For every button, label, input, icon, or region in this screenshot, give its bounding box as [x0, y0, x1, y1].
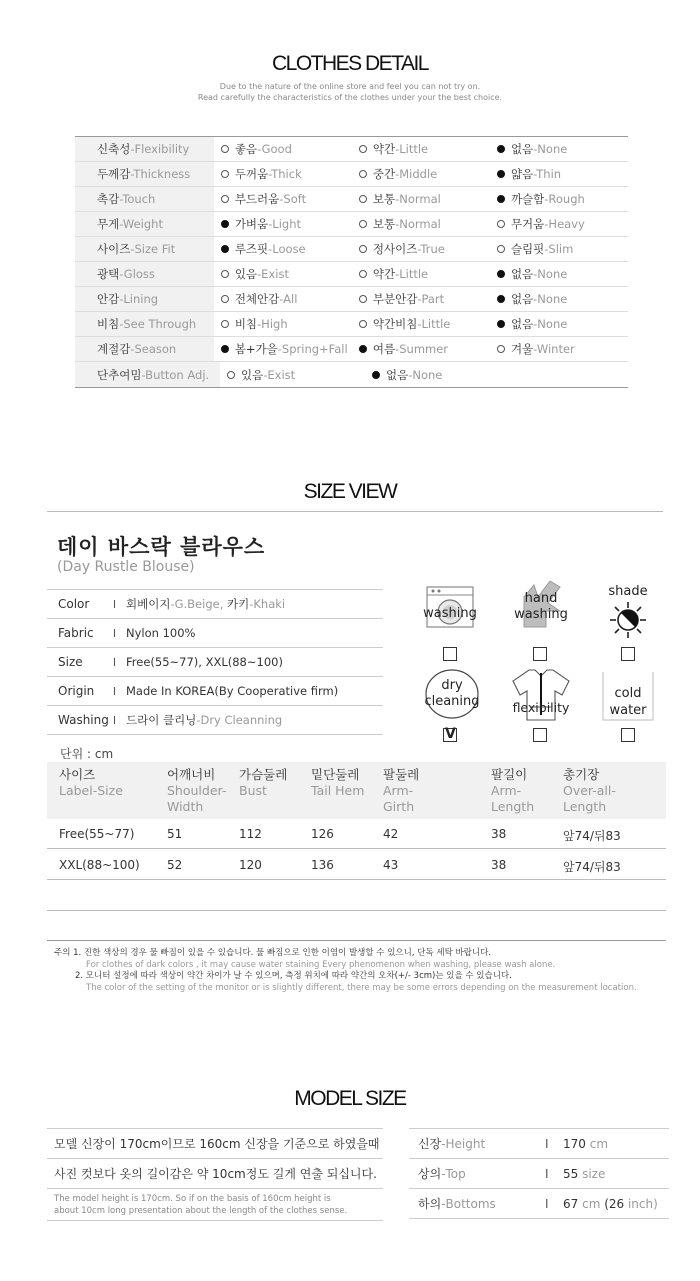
detail-option-en: -Little — [395, 142, 429, 156]
spec-row — [47, 706, 383, 735]
size-table-cell: 120 — [239, 858, 262, 872]
detail-option-ko: 비침 — [234, 317, 258, 331]
detail-label-en: -Button Adj. — [141, 367, 210, 382]
detail-label-ko: 안감 — [97, 292, 120, 306]
detail-option-en: -Good — [257, 142, 292, 156]
empty-circle-icon — [227, 371, 235, 379]
detail-row-label — [75, 162, 214, 186]
detail-option-en: -High — [257, 317, 288, 331]
filled-circle-icon — [497, 295, 505, 303]
spec-value-ko: 드라이 클리닝 — [126, 713, 197, 727]
hand-washing-checkbox[interactable] — [533, 647, 547, 661]
model-stat-key-ko: 신장 — [418, 1137, 442, 1151]
model-stat-unit: cm — [578, 1196, 605, 1211]
detail-option-en: -Soft — [279, 192, 307, 206]
model-stat-separator: I — [545, 1136, 549, 1151]
size-header-en: Arm- — [491, 783, 522, 798]
detail-label-en: -Flexibility — [130, 142, 190, 156]
detail-option — [214, 141, 352, 157]
size-header-cell — [383, 767, 419, 815]
model-line-2: 사진 컷보다 옷의 길이감은 약 10cm정도 길게 연출 되십니다. — [47, 1159, 383, 1189]
size-table-cell: 126 — [311, 827, 334, 841]
filled-circle-icon — [372, 371, 380, 379]
detail-option-en: -Spring+Fall — [277, 342, 348, 356]
detail-label-ko: 무게 — [97, 217, 120, 231]
detail-row — [75, 287, 628, 312]
detail-option — [352, 166, 490, 182]
detail-option — [214, 266, 352, 282]
detail-row — [75, 262, 628, 287]
size-header-en: Label-Size — [59, 783, 123, 798]
note-2-english: The color of the setting of the monitor or is slightly different, there may be some errors depending on the measurement location. — [86, 983, 637, 993]
detail-option — [490, 241, 628, 257]
empty-circle-icon — [497, 220, 505, 228]
detail-option-en: -Little — [395, 267, 429, 281]
spec-row — [47, 619, 383, 648]
size-table-cell: XXL(88~100) — [59, 858, 140, 872]
detail-label-ko: 광택 — [97, 267, 120, 281]
detail-row — [75, 187, 628, 212]
detail-option — [490, 266, 628, 282]
filled-circle-icon — [221, 245, 229, 253]
detail-row-label — [75, 337, 214, 361]
model-stat-separator: I — [545, 1196, 549, 1211]
detail-option-en: -None — [408, 367, 443, 382]
spec-key: Origin — [58, 684, 95, 698]
detail-option-en: -Part — [417, 292, 445, 306]
size-header-ko: 팔둘레 — [383, 767, 420, 782]
detail-option-ko: 부분안감 — [372, 292, 418, 306]
notes-divider — [47, 940, 666, 941]
hand-washing-label-1: hand — [524, 591, 558, 606]
size-header-cell — [311, 767, 364, 799]
spec-value-ko: Nylon 100% — [126, 626, 196, 640]
size-table-cell: 136 — [311, 858, 334, 872]
model-stat-row — [409, 1189, 669, 1219]
detail-option — [490, 341, 628, 357]
detail-option — [214, 341, 352, 357]
detail-row-label — [75, 262, 214, 286]
size-header-en-2: Length — [563, 799, 607, 814]
detail-option — [352, 241, 490, 257]
detail-option-ko: 부드러움 — [234, 192, 280, 206]
detail-option-ko: 정사이즈 — [372, 242, 418, 256]
detail-option — [352, 141, 490, 157]
detail-option-en: -Slim — [544, 242, 574, 256]
size-table-cell: 51 — [167, 827, 183, 841]
detail-option-ko: 좋음 — [234, 142, 258, 156]
detail-option-ko: 두꺼움 — [234, 167, 269, 181]
spec-value-en-2: -Khaki — [249, 597, 286, 611]
detail-option-ko: 루즈핏 — [234, 242, 269, 256]
size-header-en: Shoulder- — [167, 783, 227, 798]
detail-row-label — [75, 187, 214, 211]
shade-sun-icon — [608, 600, 648, 640]
spec-key: Washing — [58, 713, 109, 727]
detail-option — [490, 141, 628, 157]
model-line-1: 모델 신장이 170cm이므로 160cm 신장을 기준으로 하였을때 — [47, 1129, 383, 1159]
washing-label: washing — [423, 606, 477, 621]
filled-circle-icon — [497, 145, 505, 153]
model-stat-unit: cm — [585, 1136, 609, 1151]
detail-option-ko: 있음 — [234, 267, 258, 281]
detail-option — [214, 291, 352, 307]
size-header-ko: 어깨너비 — [167, 767, 216, 782]
detail-option-en: -None — [533, 142, 568, 156]
size-header-en-2: Length — [491, 799, 535, 814]
detail-option-en: -None — [533, 267, 568, 281]
shade-checkbox[interactable] — [621, 647, 635, 661]
detail-label-en: -Touch — [119, 192, 156, 206]
detail-option-ko: 슬림핏 — [510, 242, 545, 256]
detail-label-ko: 계절감 — [97, 342, 131, 356]
spec-row — [47, 677, 383, 706]
model-stats-table — [409, 1128, 669, 1219]
model-english-line-2: about 10cm long presentation about the length of the clothes sense. — [54, 1206, 348, 1216]
size-header-en: Arm- — [383, 783, 414, 798]
size-header-cell — [167, 767, 226, 815]
spec-separator: I — [112, 597, 117, 611]
detail-label-ko: 비침 — [97, 317, 120, 331]
detail-option-ko: 가벼움 — [234, 217, 269, 231]
detail-option-ko: 없음 — [386, 367, 409, 382]
detail-option-en: -Loose — [268, 242, 306, 256]
detail-option-en: -True — [417, 242, 445, 256]
detail-option-ko: 겨울 — [510, 342, 534, 356]
detail-option-ko: 까슬함 — [510, 192, 545, 206]
detail-label-ko: 신축성 — [97, 142, 131, 156]
size-unit-label: 단위 : cm — [60, 747, 114, 761]
detail-option-ko: 봄+가을 — [234, 342, 278, 356]
detail-option — [352, 191, 490, 207]
detail-option — [490, 216, 628, 232]
detail-row-label — [75, 312, 214, 336]
empty-circle-icon — [497, 345, 505, 353]
filled-circle-icon — [359, 345, 367, 353]
detail-option — [490, 316, 628, 332]
empty-circle-icon — [359, 320, 367, 328]
detail-option-ko: 약간 — [372, 142, 396, 156]
detail-option-ko: 없음 — [510, 292, 534, 306]
model-stat-value — [563, 1137, 608, 1151]
detail-label-en: -Lining — [119, 292, 159, 306]
size-table-row — [47, 819, 666, 849]
empty-circle-icon — [221, 195, 229, 203]
size-table-cell: 38 — [491, 858, 507, 872]
cold-water-label-1: cold — [614, 686, 642, 701]
detail-option-en: -All — [279, 292, 298, 306]
detail-row-label — [75, 287, 214, 311]
detail-option — [352, 291, 490, 307]
detail-option-ko: 없음 — [510, 142, 534, 156]
model-stat-key-ko: 상의 — [418, 1167, 442, 1181]
dry-cleaning-label-2: cleaning — [424, 694, 480, 709]
detail-row-label — [75, 237, 214, 261]
spec-value — [126, 712, 282, 728]
size-header-ko: 사이즈 — [59, 767, 96, 782]
detail-option-ko: 전체안감 — [234, 292, 280, 306]
detail-option — [214, 216, 352, 232]
empty-circle-icon — [221, 170, 229, 178]
spec-key: Color — [58, 597, 90, 611]
filled-circle-icon — [497, 320, 505, 328]
size-header-en: Over-all- — [563, 783, 616, 798]
size-header-en: Bust — [239, 783, 267, 798]
detail-label-en: -See Through — [119, 317, 197, 331]
flexibility-label: flexibility — [512, 700, 570, 715]
detail-option — [352, 316, 490, 332]
size-table-cell: 앞74/뒤83 — [563, 829, 621, 843]
empty-circle-icon — [359, 195, 367, 203]
detail-option-en: -Light — [268, 217, 301, 231]
detail-option-ko: 얇음 — [510, 167, 534, 181]
detail-row — [75, 362, 628, 387]
detail-label-en: -Season — [130, 342, 177, 356]
spec-key: Size — [58, 655, 83, 669]
detail-option — [490, 166, 628, 182]
empty-circle-icon — [359, 270, 367, 278]
size-header-cell — [491, 767, 534, 815]
model-stat-number: 170 — [563, 1136, 586, 1151]
size-header-ko: 총기장 — [563, 767, 600, 782]
detail-option-en: -Summer — [395, 342, 449, 356]
size-header-en-2: Width — [167, 799, 204, 814]
detail-option — [365, 367, 510, 383]
detail-row-label — [75, 362, 220, 387]
detail-option-ko: 여름 — [372, 342, 396, 356]
clothes-detail-table — [75, 136, 628, 388]
detail-option-en: -Exist — [263, 367, 296, 382]
product-name: 데이 바스락 블라우스 — [57, 535, 266, 559]
spec-value — [126, 655, 283, 669]
spec-value — [126, 684, 338, 698]
empty-circle-icon — [359, 245, 367, 253]
note-2-korean: 2. 모니터 설정에 따라 색상이 약간 차이가 날 수 있으며, 측정 위치에 따라 약간의 오차(+/- 3cm)는 있을 수 있습니다. — [75, 971, 512, 981]
size-table-divider — [47, 910, 666, 911]
detail-option — [220, 367, 365, 383]
product-spec-table — [47, 589, 383, 735]
detail-option — [214, 316, 352, 332]
size-table-cell: 앞74/뒤83 — [563, 860, 621, 874]
cold-water-label-2: water — [609, 703, 647, 718]
filled-circle-icon — [497, 170, 505, 178]
detail-option — [352, 216, 490, 232]
spec-key: Fabric — [58, 626, 94, 640]
checkmark-icon: V — [445, 726, 456, 742]
detail-row — [75, 162, 628, 187]
detail-option-en: -Winter — [533, 342, 575, 356]
detail-option-en: -Normal — [395, 217, 441, 231]
empty-circle-icon — [221, 270, 229, 278]
detail-option — [490, 291, 628, 307]
detail-label-ko: 사이즈 — [97, 242, 131, 256]
hand-washing-label-2: washing — [514, 607, 568, 622]
model-stat-value — [563, 1197, 658, 1211]
empty-circle-icon — [221, 145, 229, 153]
spec-separator: I — [112, 713, 117, 727]
empty-circle-icon — [221, 320, 229, 328]
size-header-ko: 밑단둘레 — [311, 767, 360, 782]
detail-label-en: -Weight — [119, 217, 163, 231]
size-table-cell: Free(55~77) — [59, 827, 135, 841]
detail-row-label — [75, 137, 214, 161]
spec-value-en: -G.Beige, — [170, 597, 227, 611]
note-1-english: For clothes of dark colors , it may cause water staining Every phenomenon when washing, please wash alone. — [86, 960, 556, 970]
detail-option-ko: 없음 — [510, 267, 534, 281]
size-header-en-2: Girth — [383, 799, 415, 814]
shade-label: shade — [608, 584, 648, 599]
empty-circle-icon — [221, 295, 229, 303]
empty-circle-icon — [359, 170, 367, 178]
model-english-line-1: The model height is 170cm. So if on the basis of 160cm height is — [54, 1194, 331, 1204]
filled-circle-icon — [221, 345, 229, 353]
model-stat-key-en: -Top — [441, 1167, 466, 1181]
detail-label-ko: 두께감 — [97, 167, 131, 181]
detail-option-ko: 중간 — [372, 167, 396, 181]
detail-option-ko: 약간 — [372, 267, 396, 281]
spec-value-ko: Made In KOREA(By Cooperative firm) — [126, 684, 339, 698]
detail-option-en: -None — [533, 292, 568, 306]
detail-option — [214, 166, 352, 182]
detail-option — [214, 191, 352, 207]
detail-option-en: -Thin — [533, 167, 562, 181]
detail-option-en: -Rough — [544, 192, 585, 206]
model-stat-key — [409, 1195, 545, 1212]
detail-option-ko: 약간비침 — [372, 317, 418, 331]
model-size-title: MODEL SIZE — [294, 1087, 406, 1110]
spec-value-ko: Free(55~77), XXL(88~100) — [126, 655, 283, 669]
model-stat-key-en: -Bottoms — [441, 1197, 496, 1211]
size-table-cell: 38 — [491, 827, 507, 841]
flexibility-checkbox[interactable] — [533, 728, 547, 742]
detail-row — [75, 212, 628, 237]
size-table-cell: 42 — [383, 827, 399, 841]
size-table-cell: 43 — [383, 858, 399, 872]
detail-option-en: -Heavy — [544, 217, 585, 231]
detail-label-ko: 단추여밈 — [97, 367, 142, 382]
empty-circle-icon — [497, 245, 505, 253]
model-stat-key — [409, 1135, 545, 1152]
detail-option-en: -Thick — [268, 167, 302, 181]
note-1-korean: 주의 1. 진한 색상의 경우 물 빠짐이 있을 수 있습니다. 물 빠짐으로 인한 이염이 발생할 수 있으니, 단독 세탁 바랍니다. — [54, 948, 492, 958]
spec-row — [47, 648, 383, 677]
detail-option-en: -Normal — [395, 192, 441, 206]
clothes-detail-title: CLOTHES DETAIL — [272, 52, 428, 75]
model-stat-key — [409, 1165, 545, 1182]
filled-circle-icon — [497, 195, 505, 203]
size-header-cell — [239, 767, 287, 799]
cold-water-checkbox[interactable] — [621, 728, 635, 742]
size-table-cell: 112 — [239, 827, 262, 841]
spec-value-ko-2: 카키 — [227, 597, 250, 611]
detail-option — [490, 191, 628, 207]
model-stat-number: 67 — [563, 1196, 579, 1211]
model-description — [47, 1128, 383, 1221]
size-view-divider — [47, 511, 663, 512]
spec-value-ko: 회베이지 — [126, 597, 171, 611]
detail-row — [75, 137, 628, 162]
model-stat-unit: size — [578, 1166, 606, 1181]
detail-option — [352, 266, 490, 282]
size-table-cell: 52 — [167, 858, 183, 872]
filled-circle-icon — [221, 220, 229, 228]
model-stat-unit-2: inch) — [624, 1196, 658, 1211]
detail-row — [75, 337, 628, 362]
washing-checkbox[interactable] — [443, 647, 457, 661]
size-header-cell — [59, 767, 123, 799]
spec-separator: I — [112, 626, 117, 640]
model-stat-number-2: (26 — [604, 1196, 625, 1211]
size-table-row — [47, 850, 666, 880]
empty-circle-icon — [359, 295, 367, 303]
model-stat-value — [563, 1167, 605, 1181]
dry-cleaning-label-1: dry — [441, 678, 463, 693]
size-header-en: Tail Hem — [311, 783, 365, 798]
spec-value-en: -Dry Cleanning — [196, 713, 283, 727]
detail-option-en: -Middle — [395, 167, 438, 181]
size-header-cell — [563, 767, 616, 815]
detail-option — [352, 341, 490, 357]
spec-value — [126, 596, 285, 612]
empty-circle-icon — [359, 220, 367, 228]
dry-cleaning-checkbox[interactable] — [443, 728, 457, 742]
detail-option — [214, 241, 352, 257]
detail-option-en: -None — [533, 317, 568, 331]
detail-row-label — [75, 212, 214, 236]
detail-label-en: -Thickness — [130, 167, 191, 181]
model-stat-row — [409, 1129, 669, 1159]
detail-row — [75, 237, 628, 262]
detail-option-ko: 없음 — [510, 317, 534, 331]
detail-option-ko: 보통 — [372, 192, 396, 206]
detail-option-ko: 있음 — [241, 367, 264, 382]
spec-separator: I — [112, 684, 117, 698]
detail-label-en: -Gloss — [119, 267, 155, 281]
detail-option-ko: 보통 — [372, 217, 396, 231]
model-stat-key-en: -Height — [441, 1137, 486, 1151]
spec-separator: I — [112, 655, 117, 669]
detail-option-en: -Exist — [257, 267, 289, 281]
detail-option-en: -Little — [417, 317, 451, 331]
size-table-header — [47, 762, 666, 819]
model-stat-key-ko: 하의 — [418, 1197, 442, 1211]
clothes-detail-subtitle-1: Due to the nature of the online store and feel you can not try on. — [219, 82, 481, 91]
filled-circle-icon — [497, 270, 505, 278]
detail-option-ko: 무거움 — [510, 217, 545, 231]
spec-value — [126, 626, 195, 640]
model-english-note — [47, 1189, 383, 1221]
size-header-ko: 팔길이 — [491, 767, 528, 782]
spec-row — [47, 590, 383, 619]
size-view-title: SIZE VIEW — [303, 480, 397, 503]
model-stat-row — [409, 1159, 669, 1189]
size-header-ko: 가슴둘레 — [239, 767, 288, 782]
clothes-detail-subtitle-2: Read carefully the characteristics of the clothes under your the best choice. — [197, 93, 503, 102]
detail-label-ko: 촉감 — [97, 192, 120, 206]
product-name-en: (Day Rustle Blouse) — [57, 559, 195, 575]
detail-row — [75, 312, 628, 337]
detail-label-en: -Size Fit — [130, 242, 176, 256]
empty-circle-icon — [359, 145, 367, 153]
model-stat-separator: I — [545, 1166, 549, 1181]
model-stat-number: 55 — [563, 1166, 579, 1181]
